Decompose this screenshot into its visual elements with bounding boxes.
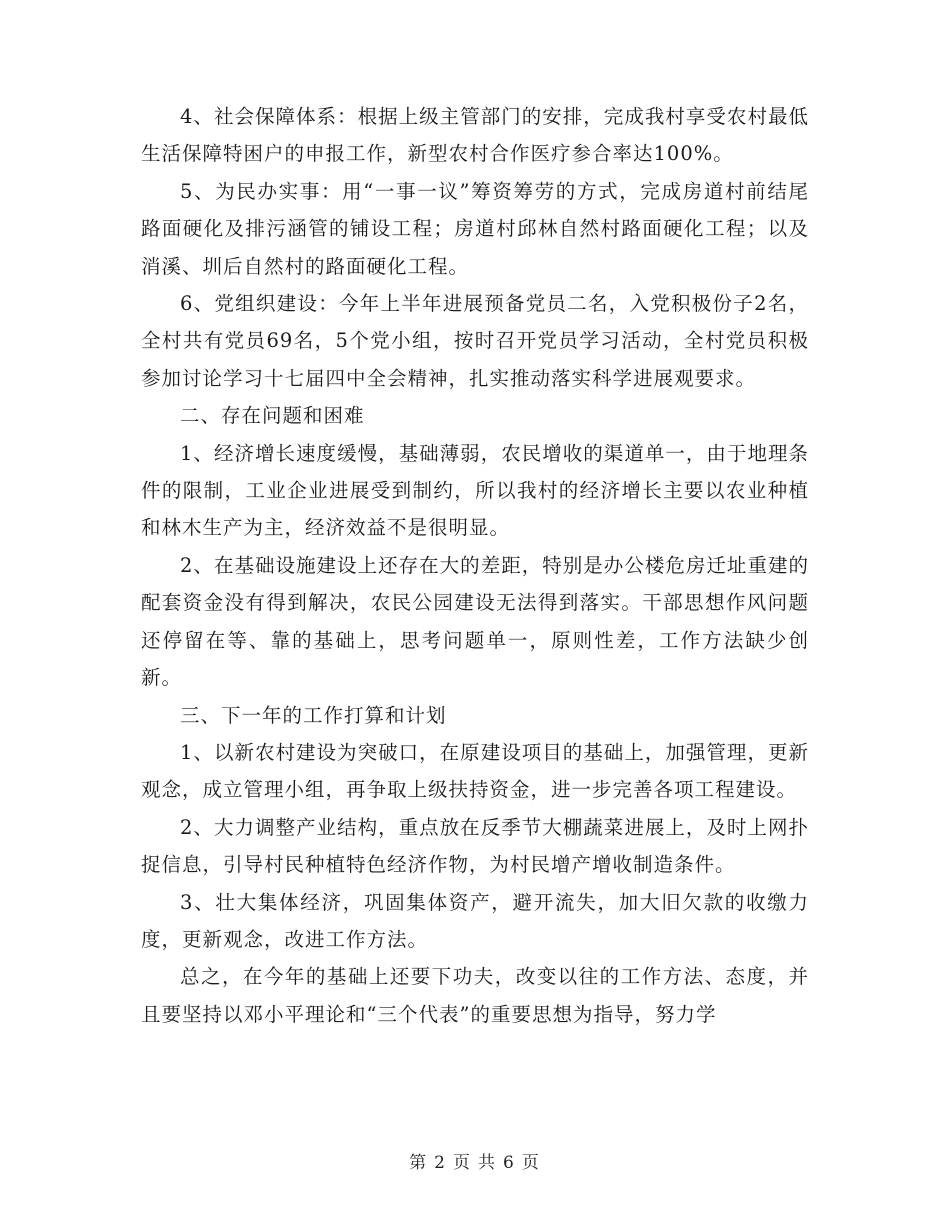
paragraph-problem-2: 2、在基础设施建设上还存在大的差距，特别是办公楼危房迁址重建的配套资金没有得到解决，农民公园建设无法得到落实。干部思想作风问题还停留在等、靠的基础上，思考问题单一，原则性差，工作方法缺少创新。 — [141, 553, 809, 690]
footer-total-label: 共 — [478, 1153, 497, 1173]
footer-suffix: 页 — [521, 1153, 541, 1173]
footer-prefix: 第 — [409, 1153, 429, 1173]
footer-total-pages: 6 — [503, 1153, 516, 1173]
paragraph-problem-1: 1、经济增长速度缓慢，基础薄弱，农民增收的渠道单一，由于地理条件的限制，工业企业进展受到制约，所以我村的经济增长主要以农业种植和林木生产为主，经济效益不是很明显。 — [141, 441, 809, 540]
document-body — [141, 98, 809, 1033]
paragraph-plan-3: 3、壮大集体经济，巩固集体资产，避开流失，加大旧欠款的收缴力度，更新观念，改进工作方法。 — [141, 890, 809, 951]
paragraph-public-service: 5、为民办实事：用“一事一议”筹资筹劳的方式，完成房道村前结尾路面硬化及排污涵管的铺设工程；房道村邱林自然村路面硬化工程；以及消溪、圳后自然村的路面硬化工程。 — [141, 179, 809, 278]
paragraph-social-security: 4、社会保障体系：根据上级主管部门的安排，完成我村享受农村最低生活保障特困户的申报工作，新型农村合作医疗参合率达100%。 — [141, 105, 809, 166]
paragraph-party-building: 6、党组织建设：今年上半年进展预备党员二名，入党积极份子2名，全村共有党员69名，5个党小组，按时召开党员学习活动，全村党员积极参加讨论学习十七届四中全会精神，扎实推动落实科学进展观要求。 — [141, 292, 809, 390]
paragraph-plan-2: 2、大力调整产业结构，重点放在反季节大棚蔬菜进展上，及时上网扑捉信息，引导村民种植特色经济作物，为村民增产增收制造条件。 — [141, 815, 809, 877]
page-footer — [0, 1148, 950, 1173]
paragraph-plan-1: 1、以新农村建设为突破口，在原建设项目的基础上，加强管理，更新观念，成立管理小组，再争取上级扶持资金，进一步完善各项工程建设。 — [141, 740, 809, 802]
footer-page-label: 页 — [453, 1153, 472, 1173]
paragraph-conclusion: 总之，在今年的基础上还要下功夫，改变以往的工作方法、态度，并且要坚持以邓小平理论和“三个代表”的重要思想为指导，努力学 — [141, 965, 809, 1026]
footer-page-number: 2 — [434, 1153, 447, 1173]
section-heading-problems: 二、存在问题和困难 — [180, 404, 365, 428]
section-heading-plans: 三、下一年的工作打算和计划 — [180, 703, 447, 727]
